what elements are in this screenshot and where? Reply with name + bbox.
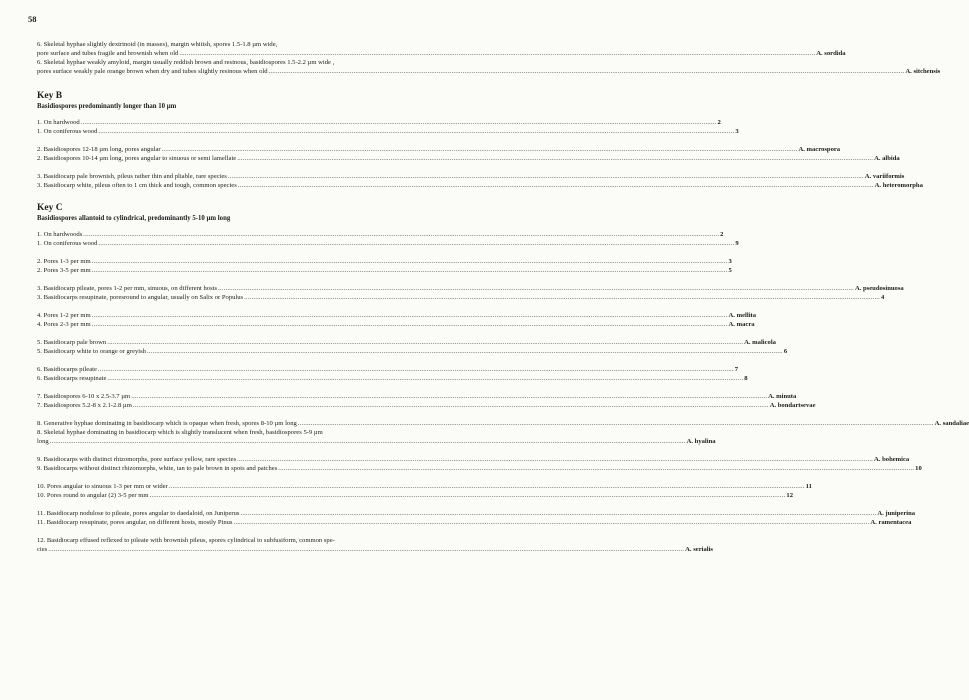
dot-leader	[237, 154, 873, 163]
key-c-title: Key C	[37, 203, 63, 213]
key-entry-result: A. mellita	[728, 312, 757, 319]
key-couplet	[37, 257, 732, 275]
key-entry-result: A. serialis	[685, 546, 713, 553]
key-couplet	[37, 392, 816, 410]
key-entry-text: 6. Basidiocarps pileate	[37, 366, 97, 373]
key-entry-text: 10. Pores round to angular (2) 3-5 per mm	[37, 492, 149, 499]
key-entry-result: A. pseudosinuosa	[854, 285, 904, 292]
key-entry-text: 7. Basidiospores 6-10 x 2.5-3.7 µm	[37, 393, 131, 400]
key-entry-result: A. variiformis	[864, 173, 905, 180]
key-entry-result: 7	[734, 366, 739, 373]
key-entry	[37, 509, 916, 518]
key-entry-text: 3. Basidiocarp pileate, pores 1-2 per mm, sinuous, on different hosts	[37, 285, 218, 292]
key-entry	[37, 392, 797, 401]
key-couplet	[37, 419, 969, 446]
key-entry	[37, 49, 846, 58]
dot-leader	[98, 127, 734, 136]
key-entry-result: A. macra	[728, 321, 755, 328]
key-entry-text: 2. Basidiospores 10-14 µm long, pores angular to sinuous or semi lamellate	[37, 155, 237, 162]
key-entry	[37, 266, 732, 275]
dot-leader	[107, 338, 743, 347]
key-couplet	[37, 455, 922, 473]
key-entry-text: 1. On hardwood	[37, 119, 80, 126]
key-content	[37, 40, 969, 554]
dot-leader	[83, 230, 719, 239]
key-entry-result: 10	[915, 465, 922, 472]
dot-leader	[244, 293, 880, 302]
key-couplet	[37, 118, 739, 136]
key-entry	[37, 401, 816, 410]
dot-leader	[92, 311, 728, 320]
dot-leader	[98, 239, 734, 248]
dot-leader	[133, 401, 769, 410]
key-entry	[37, 482, 812, 491]
key-entry-result: 3	[735, 128, 739, 135]
key-entry-result: 6	[783, 348, 788, 355]
key-entry-text: 11. Basidiocarp nodulose to pileate, pores angular to daedaloid, on Juniperus	[37, 510, 240, 517]
key-entry-result: A. sordida	[816, 50, 846, 57]
key-entry-result: A. sandaliae	[934, 420, 969, 427]
dot-leader	[48, 545, 684, 554]
key-entry-result: 5	[728, 267, 732, 274]
key-entry	[37, 67, 941, 76]
key-entry-result: A. ramentacea	[870, 519, 912, 526]
key-entry-text: 12. Basidiocarp effused reflexed to pileate with brownish pileus, spores cylindrical to subfusiform, common spe-	[37, 537, 335, 544]
dot-leader	[92, 320, 728, 329]
key-entry-result: A. sitchensis	[905, 68, 941, 75]
key-c-subtitle: Basidiospores allantoid to cylindrical, predominantly 5-10 µm long	[37, 215, 231, 222]
key-entry-result: A. bohemica	[874, 456, 910, 463]
key-entry	[37, 518, 912, 527]
key-entry-text: 5. Basidiocarp pale brown	[37, 339, 107, 346]
key-entry	[37, 154, 900, 163]
key-entry-text: 3. Basidiocarps resupinate, poresround to angular, usually on Salix or Populus	[37, 294, 244, 301]
key-entry	[37, 338, 776, 347]
key-entry-text: 2. Basidiospores 12-18 µm long, pores angular	[37, 146, 161, 153]
key-entry	[37, 257, 732, 266]
key-entry-result: 9	[735, 240, 739, 247]
key-entry-text: pores surface weakly pale orange brown when dry and tubes slightly resinous when old	[37, 68, 268, 75]
key-entry	[37, 347, 788, 356]
key-entry-text: cies	[37, 546, 48, 553]
key-entry-text: 8. Generative hyphae dominating in basidiocarp which is opaque when fresh, spores 8-10 µm long	[37, 420, 297, 427]
dot-leader	[50, 437, 686, 446]
key-entry-text: 3. Basidiocarp pale brownish, pileus rather thin and pliable, rare species	[37, 173, 227, 180]
key-entry-text: 10. Pores angular to sinuous 1-3 per mm or wider	[37, 483, 168, 490]
key-entry	[37, 320, 755, 329]
key-b-subtitle: Basidiospores predominantly longer than 10 µm	[37, 103, 177, 110]
key-couplet	[37, 365, 748, 383]
key-entry	[37, 145, 841, 154]
key-entry	[37, 437, 716, 446]
key-entry-result: A. minuta	[768, 393, 797, 400]
dot-leader	[238, 181, 874, 190]
dot-leader	[234, 518, 870, 527]
key-entry-text: 1. On coniferous wood	[37, 128, 98, 135]
dot-leader	[81, 118, 717, 127]
key-couplet	[37, 536, 713, 554]
key-entry	[37, 127, 739, 136]
key-couplet	[37, 482, 812, 500]
key-couplet	[37, 145, 900, 163]
key-b-title: Key B	[37, 91, 63, 101]
dot-leader	[150, 491, 786, 500]
key-entry-result: A. hyalina	[686, 438, 716, 445]
key-entry-result: A. malicola	[744, 339, 776, 346]
key-entry-text: 9. Basidiocarps with distinct rhizomorphs, pore surface yellow, rare species	[37, 456, 237, 463]
dot-leader	[92, 257, 728, 266]
key-entry	[37, 293, 885, 302]
key-entry-text: 9. Basidiocarps without distinct rhizomorphs, white, tan to pale brown in spots and patches	[37, 465, 278, 472]
key-entry-text: 3. Basidiocarp white, pileus often to 1 cm thick and tough, common species	[37, 182, 237, 189]
dot-leader	[269, 67, 905, 76]
key-entry	[37, 239, 739, 248]
key-entry-text: 1. On hardwoods	[37, 231, 83, 238]
key-entry	[37, 311, 757, 320]
key-entry-text: 2. Pores 1-3 per mm	[37, 258, 91, 265]
key-entry	[37, 464, 922, 473]
key-entry-text: 4. Pores 2-3 per mm	[37, 321, 91, 328]
key-couplet	[37, 40, 941, 76]
key-entry-result: 12	[786, 492, 793, 499]
key-entry-text: 6. Skeletal hyphae slightly dextrinoid (in masses), margin whitish, spores 1.5-1.8 µm wide,	[37, 41, 278, 48]
key-entry-text: 4. Pores 1-2 per mm	[37, 312, 91, 319]
key-entry-text: 6. Basidiocarps resupinate	[37, 375, 107, 382]
key-entry	[37, 374, 748, 383]
key-c-entries	[37, 230, 969, 554]
page-number: 58	[28, 14, 37, 24]
dot-leader	[278, 464, 914, 473]
key-entry-text: 7. Basidiospores 5.2-8 x 2.1-2.8 µm	[37, 402, 132, 409]
key-entry-result: 2	[717, 119, 721, 126]
key-entry-result: 3	[728, 258, 732, 265]
dot-leader	[92, 266, 728, 275]
key-entry	[37, 230, 724, 239]
key-entry-result: A. juniperina	[877, 510, 916, 517]
key-entry	[37, 455, 910, 464]
key-entry-result: 11	[805, 483, 812, 490]
key-entry-text: 5. Basidiocarp white to orange or greyish	[37, 348, 146, 355]
dot-leader	[98, 365, 734, 374]
dot-leader	[228, 172, 864, 181]
key-entry-text: pore surface and tubes fragile and brownish when old	[37, 50, 179, 57]
key-b-entries	[37, 118, 923, 190]
key-entry-result: A. heteromorpha	[874, 182, 923, 189]
dot-leader	[147, 347, 783, 356]
key-entry	[37, 284, 904, 293]
key-entry	[37, 419, 969, 428]
key-entry	[37, 118, 721, 127]
key-entry	[37, 181, 923, 190]
key-couplet	[37, 230, 739, 248]
key-entry-result: 8	[744, 375, 748, 382]
dot-leader	[169, 482, 805, 491]
key-entry-result: A. bondartsevae	[769, 402, 816, 409]
key-a-continuation	[37, 40, 941, 76]
key-entry-text: 11. Basidiocarp resupinate, pores angular, on different hosts, mostly Pinus	[37, 519, 233, 526]
key-entry	[37, 365, 739, 374]
dot-leader	[131, 392, 767, 401]
key-entry-text: 2. Pores 3-5 per mm	[37, 267, 91, 274]
key-entry-text: long	[37, 438, 49, 445]
dot-leader	[179, 49, 815, 58]
key-couplet	[37, 172, 923, 190]
key-couplet	[37, 311, 757, 329]
key-entry-result: 4	[881, 294, 885, 301]
key-couplet	[37, 284, 904, 302]
key-entry-text: 6. Skeletal hyphae weakly amyloid, margin usually reddish brown and resinous, basidiospores 1.5-2.2 µm wide ,	[37, 59, 335, 66]
key-entry-result: A. albida	[874, 155, 900, 162]
dot-leader	[107, 374, 743, 383]
key-entry	[37, 491, 793, 500]
dot-leader	[240, 509, 876, 518]
key-couplet	[37, 338, 788, 356]
dot-leader	[237, 455, 873, 464]
key-entry-text: 8. Skeletal hyphae dominating in basidiocarp which is slightly translucent when fresh, basidiospores 5-9 µm	[37, 429, 323, 436]
dot-leader	[162, 145, 798, 154]
key-entry	[37, 172, 905, 181]
key-entry-text: 1. On coniferous wood	[37, 240, 98, 247]
dot-leader	[218, 284, 854, 293]
key-couplet	[37, 509, 916, 527]
key-entry	[37, 545, 713, 554]
key-entry-result: 2	[720, 231, 724, 238]
dot-leader	[298, 419, 934, 428]
key-entry-result: A. macrospora	[798, 146, 841, 153]
